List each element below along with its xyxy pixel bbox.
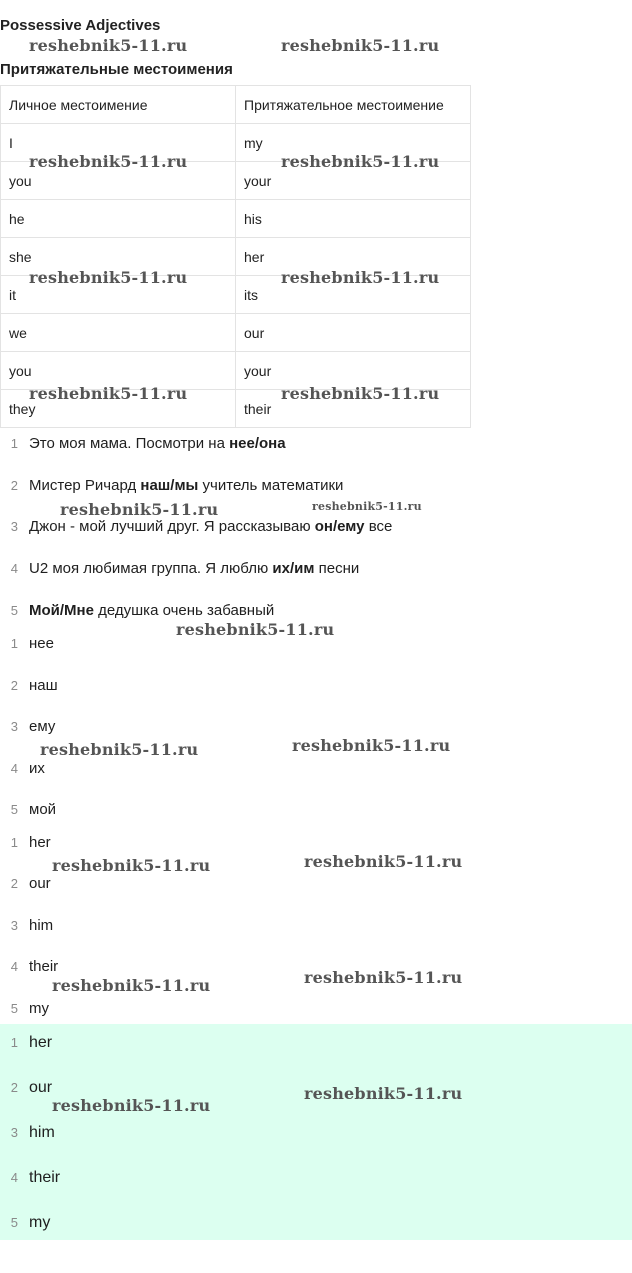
watermark: reshebnik5-11.ru bbox=[52, 1096, 211, 1115]
list-item bbox=[0, 1000, 49, 1017]
table-header-row bbox=[1, 86, 471, 124]
item-number: 2 bbox=[10, 678, 18, 693]
exercise-text: Мой/Мне дедушка очень забавный bbox=[29, 602, 275, 619]
list-item bbox=[0, 560, 359, 577]
watermark: reshebnik5-11.ru bbox=[292, 736, 451, 755]
table-cell: our bbox=[236, 314, 471, 352]
table-row bbox=[1, 200, 471, 238]
watermark: reshebnik5-11.ru bbox=[304, 968, 463, 987]
item-number: 1 bbox=[10, 835, 18, 850]
table-cell: you bbox=[1, 162, 236, 200]
answer-text: их bbox=[29, 760, 45, 777]
table-cell: his bbox=[236, 200, 471, 238]
watermark: reshebnik5-11.ru bbox=[40, 740, 199, 759]
list-item bbox=[0, 834, 51, 851]
table-cell: I bbox=[1, 124, 236, 162]
item-number: 3 bbox=[10, 1125, 18, 1140]
exercise-text: U2 моя любимая группа. Я люблю их/им песни bbox=[29, 560, 360, 577]
answer-text: мой bbox=[29, 801, 57, 818]
answer-text: ему bbox=[29, 718, 56, 735]
watermark: reshebnik5-11.ru bbox=[312, 500, 422, 513]
item-number: 1 bbox=[10, 436, 18, 451]
watermark: reshebnik5-11.ru bbox=[304, 852, 463, 871]
pronoun-table bbox=[0, 85, 471, 428]
table-cell: she bbox=[1, 238, 236, 276]
list-item bbox=[0, 1034, 52, 1052]
table-row bbox=[1, 238, 471, 276]
table-cell: its bbox=[236, 276, 471, 314]
item-number: 3 bbox=[10, 918, 18, 933]
watermark: reshebnik5-11.ru bbox=[52, 976, 211, 995]
answer-text: my bbox=[29, 1000, 49, 1017]
answer-text: our bbox=[29, 875, 51, 892]
table-row bbox=[1, 352, 471, 390]
answer-highlight-box bbox=[0, 1024, 632, 1240]
item-number: 2 bbox=[10, 478, 18, 493]
item-number: 2 bbox=[10, 876, 18, 891]
watermark: reshebnik5-11.ru bbox=[29, 384, 188, 403]
watermark: reshebnik5-11.ru bbox=[60, 500, 219, 519]
table-cell: we bbox=[1, 314, 236, 352]
list-item bbox=[0, 1169, 60, 1187]
watermark: reshebnik5-11.ru bbox=[176, 620, 335, 639]
item-number: 4 bbox=[10, 1170, 18, 1185]
answer-text: him bbox=[29, 1124, 55, 1141]
item-number: 3 bbox=[10, 719, 18, 734]
exercise-text: Мистер Ричард наш/мы учитель математики bbox=[29, 477, 344, 494]
table-row bbox=[1, 314, 471, 352]
answer-text: our bbox=[29, 1079, 53, 1096]
item-number: 5 bbox=[10, 603, 18, 618]
table-cell: my bbox=[236, 124, 471, 162]
answer-text: their bbox=[29, 958, 59, 975]
list-item bbox=[0, 1214, 50, 1232]
exercise-text: Это моя мама. Посмотри на нее/она bbox=[29, 435, 286, 452]
page-title: Possessive Adjectives bbox=[0, 17, 161, 34]
exercise-text: Джон - мой лучший друг. Я рассказываю он/ему все bbox=[29, 518, 393, 535]
list-item bbox=[0, 1124, 55, 1142]
table-cell: it bbox=[1, 276, 236, 314]
answer-text: наш bbox=[29, 677, 58, 694]
column-header-possessive: Притяжательное местоимение bbox=[236, 86, 471, 124]
list-item bbox=[0, 602, 274, 619]
answer-text: him bbox=[29, 917, 54, 934]
table-row bbox=[1, 276, 471, 314]
list-item bbox=[0, 958, 58, 975]
watermark: reshebnik5-11.ru bbox=[52, 856, 211, 875]
item-number: 4 bbox=[10, 561, 18, 576]
column-header-personal: Личное местоимение bbox=[1, 86, 236, 124]
item-number: 5 bbox=[10, 1001, 18, 1016]
item-number: 4 bbox=[10, 761, 18, 776]
list-item bbox=[0, 917, 53, 934]
page-subtitle: Притяжательные местоимения bbox=[0, 61, 233, 78]
list-item bbox=[0, 518, 392, 535]
table-row bbox=[1, 390, 471, 428]
answer-text: her bbox=[29, 834, 51, 851]
item-number: 2 bbox=[10, 1080, 18, 1095]
watermark: reshebnik5-11.ru bbox=[29, 36, 188, 55]
item-number: 1 bbox=[10, 636, 18, 651]
list-item bbox=[0, 477, 343, 494]
table-cell: your bbox=[236, 162, 471, 200]
answer-text: their bbox=[29, 1169, 61, 1186]
list-item bbox=[0, 718, 55, 735]
list-item bbox=[0, 435, 286, 452]
watermark: reshebnik5-11.ru bbox=[281, 36, 440, 55]
list-item bbox=[0, 760, 45, 777]
answer-text: her bbox=[29, 1034, 53, 1051]
item-number: 3 bbox=[10, 519, 18, 534]
list-item bbox=[0, 801, 56, 818]
list-item bbox=[0, 635, 54, 652]
table-cell: her bbox=[236, 238, 471, 276]
table-cell: he bbox=[1, 200, 236, 238]
watermark: reshebnik5-11.ru bbox=[281, 268, 440, 287]
table-cell: you bbox=[1, 352, 236, 390]
answer-text: my bbox=[29, 1214, 51, 1231]
watermark: reshebnik5-11.ru bbox=[304, 1084, 463, 1103]
item-number: 4 bbox=[10, 959, 18, 974]
list-item bbox=[0, 1079, 52, 1097]
item-number: 5 bbox=[10, 1215, 18, 1230]
table-cell: they bbox=[1, 390, 236, 428]
watermark: reshebnik5-11.ru bbox=[29, 268, 188, 287]
table-row bbox=[1, 124, 471, 162]
watermark: reshebnik5-11.ru bbox=[281, 152, 440, 171]
table-cell: your bbox=[236, 352, 471, 390]
table-row bbox=[1, 162, 471, 200]
list-item bbox=[0, 875, 51, 892]
watermark: reshebnik5-11.ru bbox=[281, 384, 440, 403]
watermark: reshebnik5-11.ru bbox=[29, 152, 188, 171]
list-item bbox=[0, 677, 58, 694]
table-cell: their bbox=[236, 390, 471, 428]
item-number: 5 bbox=[10, 802, 18, 817]
item-number: 1 bbox=[10, 1035, 18, 1050]
answer-text: нее bbox=[29, 635, 54, 652]
